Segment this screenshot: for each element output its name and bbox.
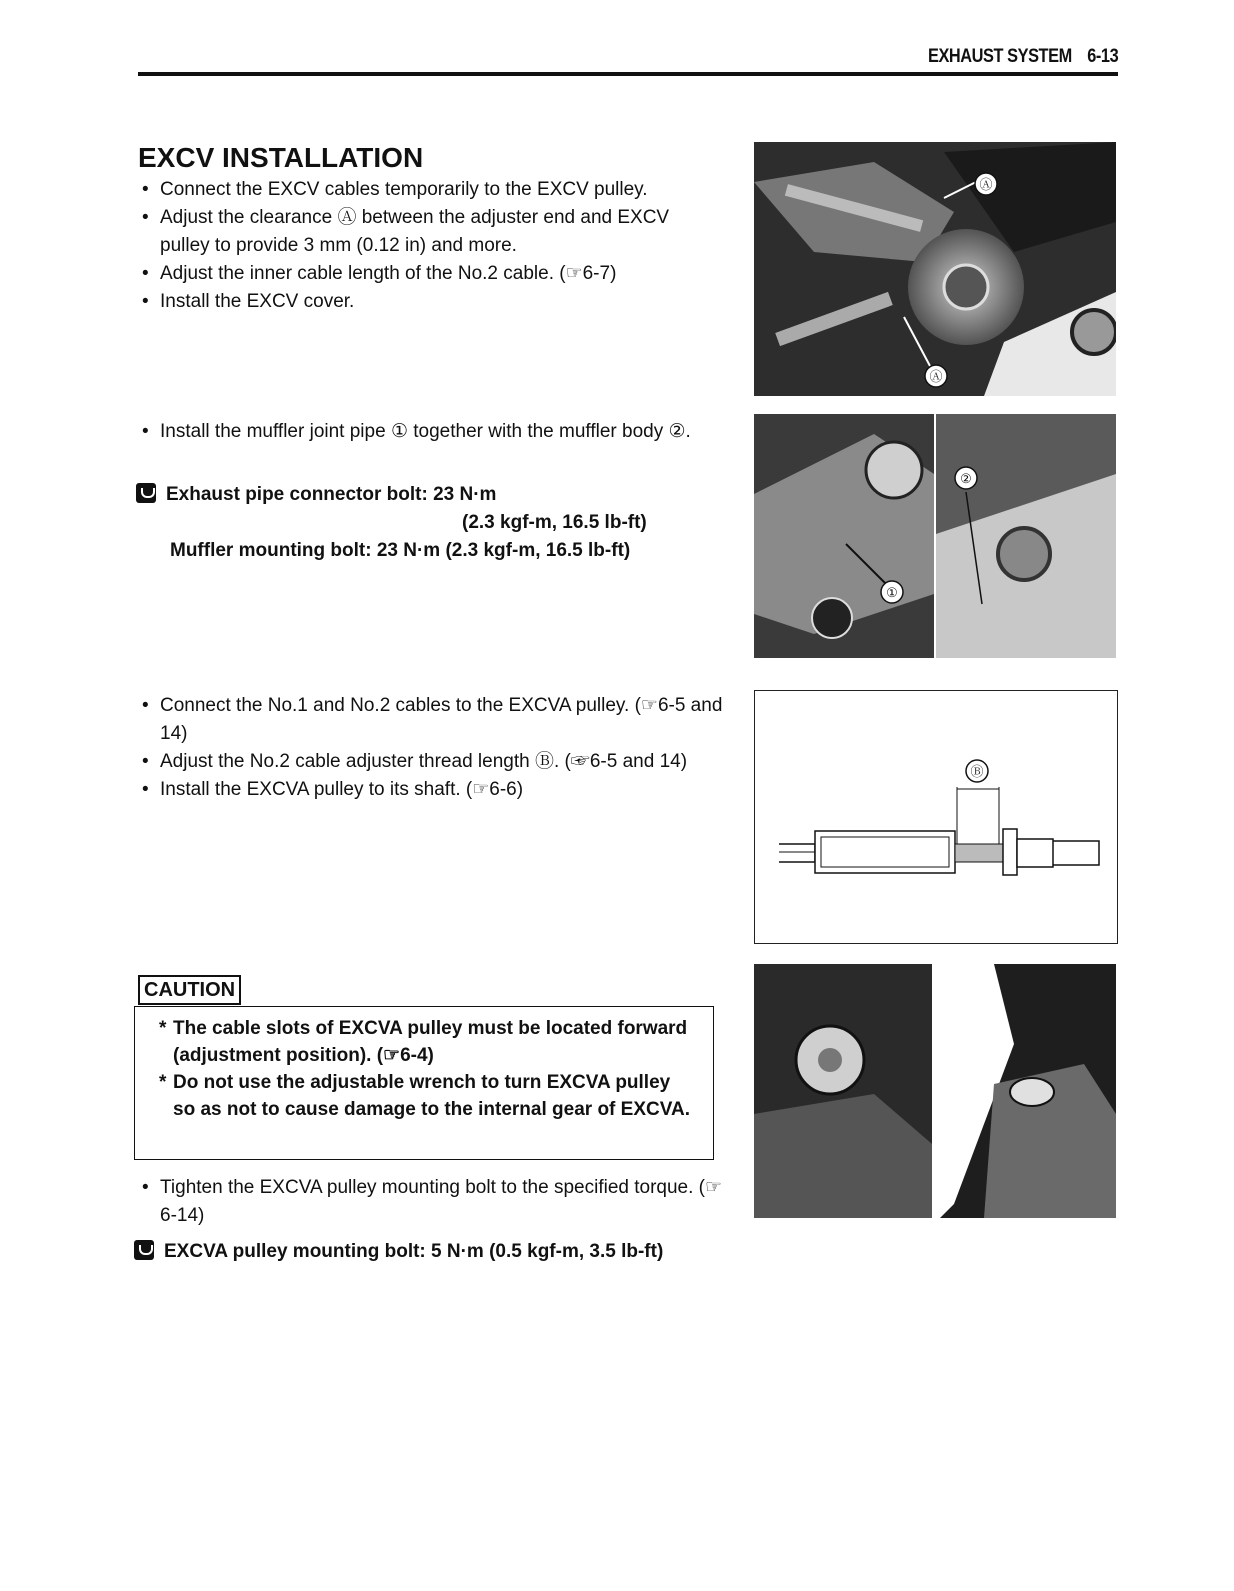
page-number: 6-13 — [1087, 46, 1118, 67]
list-item: • Adjust the No.2 cable adjuster thread length Ⓑ. (☞6-5 and 14) — [138, 748, 724, 776]
header-rule — [138, 72, 1118, 76]
torque-wrench-icon — [134, 1240, 154, 1260]
torque-spec-2 — [134, 1238, 663, 1266]
caution-item: * Do not use the adjustable wrench to turn EXCVA pulley so as not to cause damage to the internal gear of EXCVA. — [173, 1069, 695, 1123]
list-item: • Tighten the EXCVA pulley mounting bolt to the specified torque. (☞6-14) — [138, 1174, 724, 1230]
torque-line: EXCVA pulley mounting bolt: 5 N·m (0.5 kgf-m, 3.5 lb-ft) — [164, 1241, 664, 1262]
cable-adjuster-diagram — [754, 690, 1118, 944]
excva-pulley-photo — [754, 964, 1116, 1218]
running-header — [928, 46, 1118, 68]
list-item: • Adjust the clearance Ⓐ between the adjuster end and EXCV pulley to provide 3 mm (0.12 in) and more. — [138, 204, 724, 260]
muffler-steps — [138, 418, 724, 446]
list-item: • Connect the No.1 and No.2 cables to the EXCVA pulley. (☞6-5 and 14) — [138, 692, 724, 748]
list-item: • Install the EXCV cover. — [138, 288, 724, 316]
torque-spec-1c: Muffler mounting bolt: 23 N·m (2.3 kgf-m, 16.5 lb-ft) — [170, 540, 631, 561]
muffler-photo-drawing — [754, 414, 1116, 658]
callout-1: ① — [886, 585, 898, 600]
cable-adjuster-drawing — [755, 691, 1117, 943]
callout-a-bottom: Ⓐ — [929, 369, 943, 384]
caution-box — [134, 1006, 714, 1160]
section-title: EXHAUST SYSTEM — [927, 46, 1072, 67]
list-item: • Adjust the inner cable length of the No.2 cable. (☞6-7) — [138, 260, 724, 288]
page-title: EXCV INSTALLATION — [138, 142, 424, 173]
list-item: • Install the EXCVA pulley to its shaft. (☞6-6) — [138, 776, 724, 804]
torque-spec-1 — [136, 481, 496, 509]
list-item: • Install the muffler joint pipe ① together with the muffler body ②. — [138, 418, 724, 446]
caution-item: * The cable slots of EXCVA pulley must be located forward (adjustment position). (☞6-4) — [173, 1015, 695, 1069]
excv-photo-drawing — [754, 142, 1116, 396]
muffler-joint-photo — [754, 414, 1116, 658]
list-item: • Connect the EXCV cables temporarily to the EXCV pulley. — [138, 176, 724, 204]
callout-a-top: Ⓐ — [979, 177, 993, 192]
callout-b: Ⓑ — [970, 764, 984, 779]
torque-wrench-icon — [136, 483, 156, 503]
excv-pulley-photo — [754, 142, 1116, 396]
tighten-steps — [138, 1174, 724, 1230]
callout-2: ② — [960, 471, 972, 486]
torque-line: Exhaust pipe connector bolt: 23 N·m — [166, 484, 497, 505]
excva-photo-drawing — [754, 964, 1116, 1218]
excv-steps — [138, 176, 724, 316]
torque-spec-1b: (2.3 kgf-m, 16.5 lb-ft) — [462, 512, 647, 533]
excva-steps — [138, 692, 724, 804]
caution-label: CAUTION — [138, 975, 241, 1005]
